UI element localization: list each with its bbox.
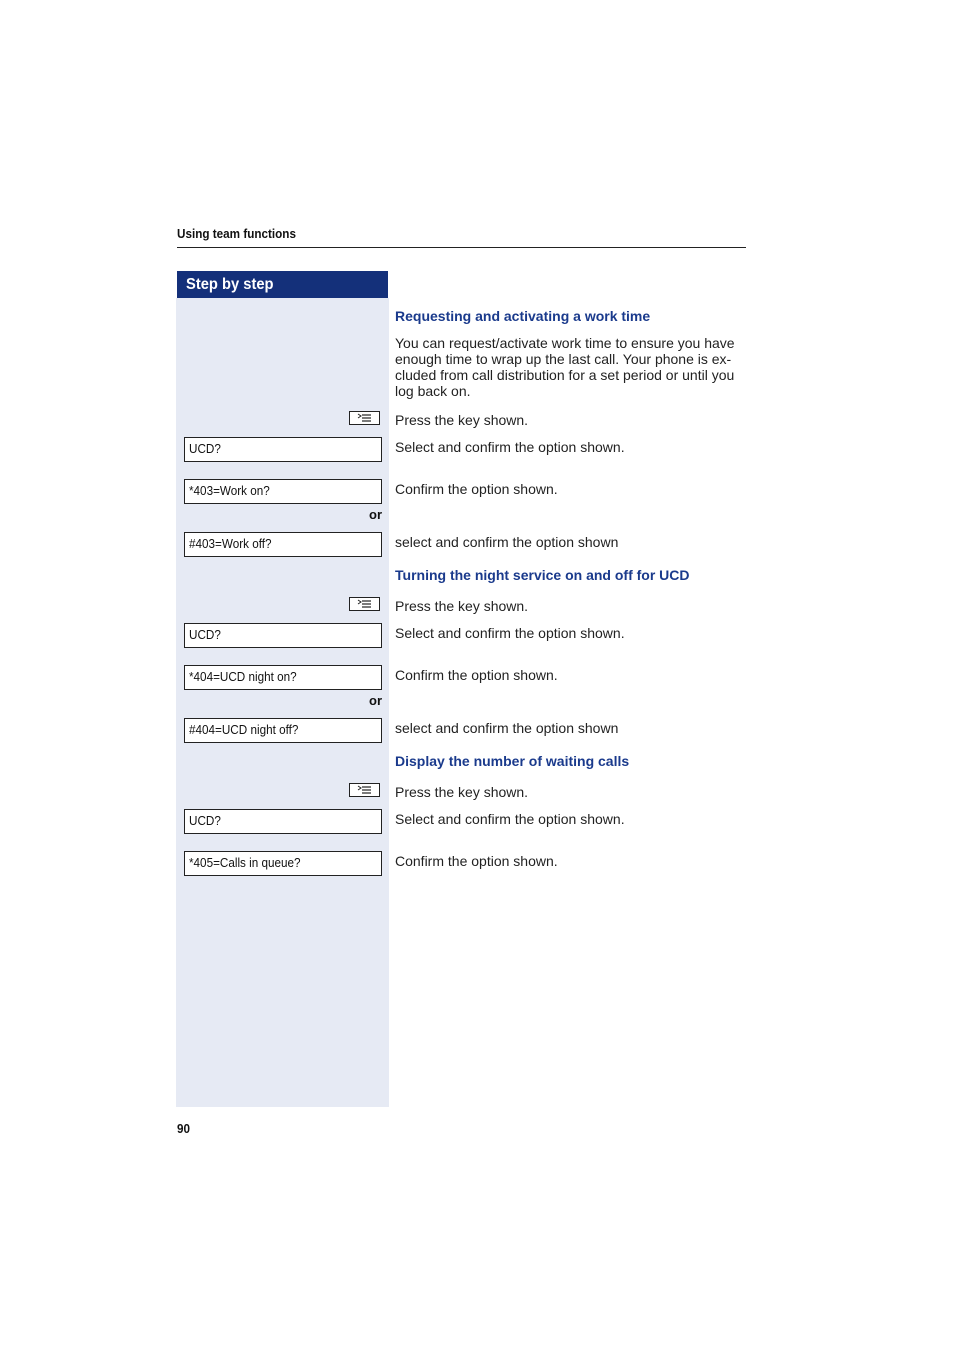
step-select-ucd: Select and confirm the option shown. (395, 439, 625, 455)
step-by-step-banner (177, 271, 388, 298)
step-confirm: Confirm the option shown. (395, 853, 558, 869)
step-select-ucd: Select and confirm the option shown. (395, 625, 625, 641)
page-number: 90 (177, 1121, 191, 1136)
step-alt-select: select and confirm the option shown (395, 534, 619, 550)
or-label: or (369, 507, 382, 522)
header-rule (177, 247, 746, 248)
display-ucd-night-off-option[interactable] (184, 718, 382, 743)
intro-line: enough time to wrap up the last call. Your phone is ex- (395, 351, 732, 367)
section-heading-waiting-calls: Display the number of waiting calls (395, 753, 630, 769)
display-work-off-option[interactable] (184, 532, 382, 557)
display-text: UCD? (189, 627, 221, 642)
section-heading-night-service: Turning the night service on and off for UCD (395, 567, 690, 583)
intro-line: cluded from call distribution for a set period or until you (395, 367, 735, 383)
display-ucd-option[interactable] (184, 623, 382, 648)
step-press-key: Press the key shown. (395, 598, 529, 614)
display-text: #403=Work off? (189, 536, 272, 551)
or-label: or (369, 693, 382, 708)
section-heading-work-time: Requesting and activating a work time (395, 308, 651, 324)
display-text: *405=Calls in queue? (189, 855, 301, 870)
display-ucd-night-on-option[interactable] (184, 665, 382, 690)
display-ucd-option[interactable] (184, 809, 382, 834)
menu-key-icon[interactable] (349, 411, 380, 425)
display-text: *404=UCD night on? (189, 669, 297, 684)
menu-key-icon[interactable] (349, 783, 380, 797)
display-text: *403=Work on? (189, 483, 270, 498)
display-text: UCD? (189, 813, 221, 828)
display-text: UCD? (189, 441, 221, 456)
step-select-ucd: Select and confirm the option shown. (395, 811, 625, 827)
step-alt-select: select and confirm the option shown (395, 720, 619, 736)
running-header: Using team functions (177, 226, 296, 241)
display-ucd-option[interactable] (184, 437, 382, 462)
step-press-key: Press the key shown. (395, 412, 529, 428)
display-calls-in-queue-option[interactable] (184, 851, 382, 876)
display-work-on-option[interactable] (184, 479, 382, 504)
intro-line: You can request/activate work time to ensure you have (395, 335, 735, 351)
intro-line: log back on. (395, 383, 471, 399)
display-text: #404=UCD night off? (189, 722, 299, 737)
work-time-intro (395, 335, 747, 399)
banner-label: Step by step (186, 276, 274, 293)
step-confirm: Confirm the option shown. (395, 481, 558, 497)
step-press-key: Press the key shown. (395, 784, 529, 800)
step-confirm: Confirm the option shown. (395, 667, 558, 683)
menu-key-icon[interactable] (349, 597, 380, 611)
